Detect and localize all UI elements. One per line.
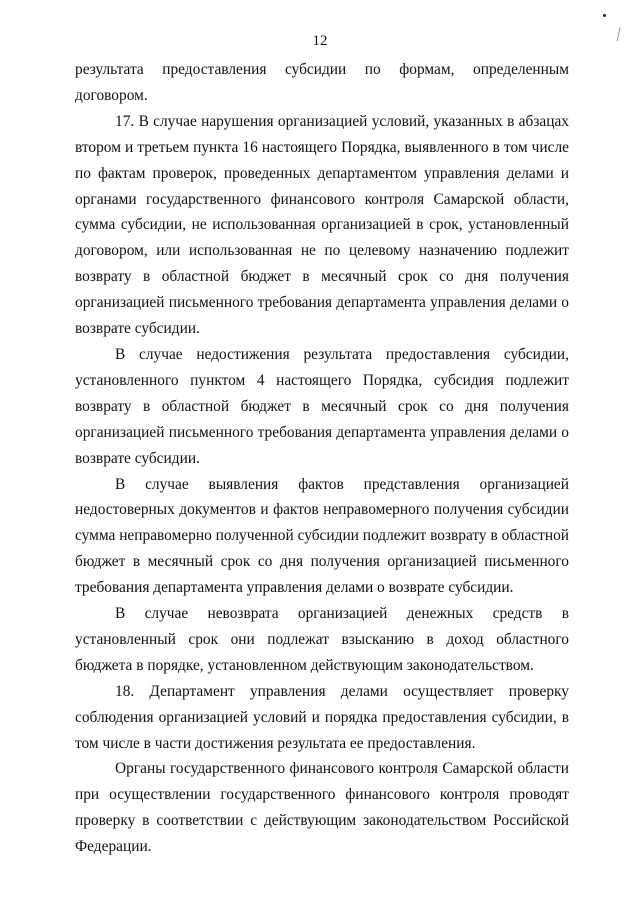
paragraph-item-18: 18. Департамент управления делами осуществляет проверку соблюдения организацией условий и порядка предоставления субсидии, в том числе в части достижения результата ее предоставления.	[75, 682, 569, 752]
paragraph-non-return: В случае невозврата организацией денежных средств в установленный срок они подлежат взысканию в доход областного бюджета в порядке, установленном действующим законодательством.	[75, 605, 569, 674]
paragraph-item-17: 17. В случае нарушения организацией условий, указанных в абзацах втором и третьем пункта 16 настоящего Порядка, выявленного в том числе по фактам проверок, проведенных департаментом управления делами и органами государственного финансового контроля Самарской области, сумма субсидии, не использованная организацией в срок, установленный договором, или использованная не по целевому назначению подлежит возврату в областной бюджет в месячный срок со дня получения организацией письменного требования департамента управления делами о возврате субсидии.	[75, 112, 569, 338]
scan-speck	[603, 14, 606, 17]
paragraph-continuation: результата предоставления субсидии по формам, определенным договором.	[75, 61, 569, 104]
page-number: 12	[312, 33, 328, 49]
document-body	[75, 57, 569, 860]
paragraph-false-documents: В случае выявления фактов представления организацией недостоверных документов и фактов неправомерного получения субсидии сумма неправомерно полученной субсидии подлежит возврату в областной бюджет в месячный срок со дня получения организацией письменного требования департамента управления делами о возврате субсидии.	[75, 475, 569, 597]
paragraph-financial-control: Органы государственного финансового контроля Самарской области при осуществлении государственного финансового контроля проводят проверку в соответствии с действующим законодательством Российской Федерации.	[75, 760, 569, 856]
paragraph-non-achievement: В случае недостижения результата предоставления субсидии, установленного пунктом 4 настоящего Порядка, субсидия подлежит возврату в областной бюджет в месячный срок со дня получения организацией письменного требования департамента управления делами о возврате субсидии.	[75, 345, 569, 467]
